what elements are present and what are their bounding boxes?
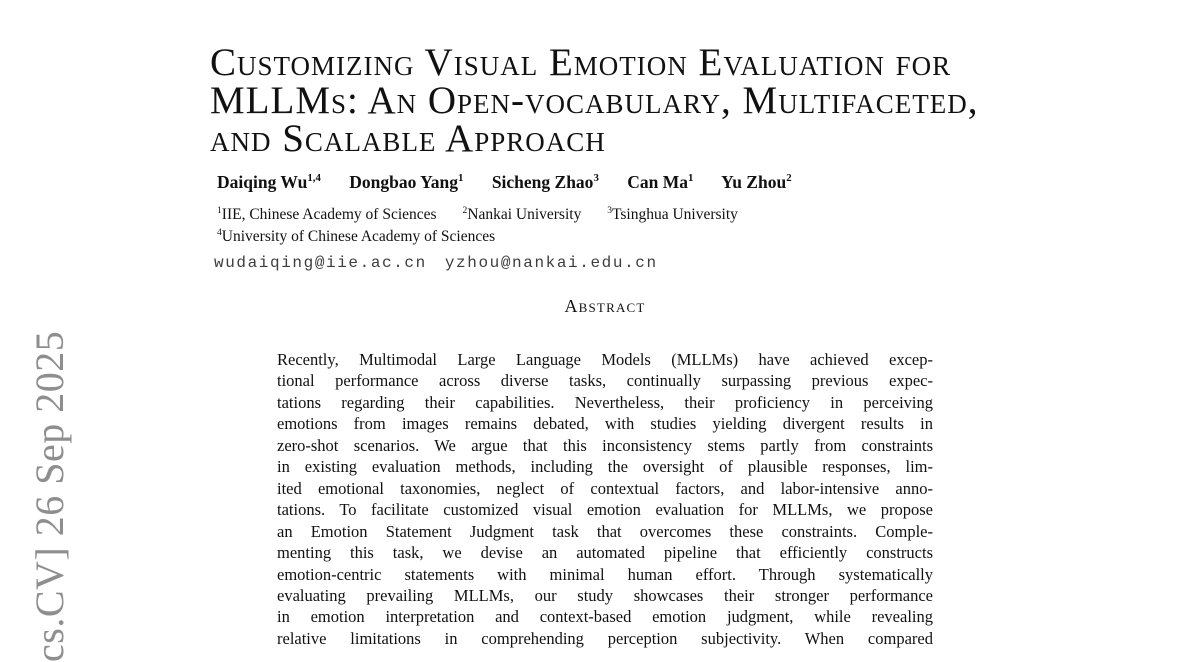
abstract-line: emotion-centric statements with minimal human effort. Through systematically [277,564,933,584]
author-name: Can Ma$^1$ [627,172,694,192]
email-address: wudaiqing@iie.ac.cn [214,254,427,272]
paper-title-line-1: Customizing Visual Emotion Evaluation for [210,41,952,84]
abstract-line: tations regarding their capabilities. Nevertheless, their proficiency in perceiving [277,392,933,412]
affiliation-list [217,204,760,248]
abstract-line: an Emotion Statement Judgment task that overcomes these constraints. Comple- [277,521,933,541]
author-affiliation-marker: 3 [593,172,599,185]
abstract-line: emotions from images remains debated, with studies yielding divergent results in [277,414,933,434]
affiliation: $^2$Nankai University [462,204,582,223]
contact-emails [214,254,658,272]
author-name: Daiqing Wu$^{1,4}$ [217,172,321,192]
abstract-line: tional performance across diverse tasks, continually surpassing previous expec- [277,371,933,391]
affiliation-line-1 [217,204,760,226]
abstract-line: tations. To facilitate customized visual emotion evaluation for MLLMs, we propose [277,500,933,520]
affiliation: $^3$Tsinghua University [607,204,738,223]
author-name: Yu Zhou$^2$ [721,172,792,192]
abstract-line: relative limitations in comprehending perception subjectivity. When compared [277,628,933,648]
abstract-line: evaluating prevailing MLLMs, our study showcases their stronger performance [277,585,933,605]
author-affiliation-marker: 1,4 [307,172,321,185]
author-list [217,172,816,193]
author-affiliation-marker: 1 [688,172,694,185]
abstract-line: zero-shot scenarios. We argue that this inconsistency stems partly from constraints [277,435,933,455]
author-name: Sicheng Zhao$^3$ [491,172,599,192]
author-name: Dongbao Yang$^1$ [349,172,464,192]
abstract-line: in emotion interpretation and context-based emotion judgment, while revealing [277,607,933,627]
abstract-heading: Abstract [564,296,646,316]
abstract-line: in existing evaluation methods, including the oversight of plausible responses, lim- [277,457,933,477]
paper-title-line-2: MLLMs: An Open-vocabulary, Multifaceted, [210,79,979,122]
abstract-line: Recently, Multimodal Large Language Models (MLLMs) have achieved excep- [277,350,933,369]
affiliation: $^1$IIE, Chinese Academy of Sciences [217,204,437,223]
paper-title [210,41,1010,160]
abstract-line: ited emotional taxonomies, neglect of contextual factors, and labor-intensive anno- [277,478,933,498]
affiliation: $^4$University of Chinese Academy of Sciences [217,226,496,245]
paper-title-line-3: and Scalable Approach [210,117,606,160]
affiliation-line-2 [217,226,760,248]
author-affiliation-marker: 2 [786,172,792,185]
author-affiliation-marker: 1 [458,172,464,185]
email-address: yzhou@nankai.edu.cn [444,254,658,272]
abstract-line: menting this task, we devise an automated pipeline that efficiently constructs [277,543,933,563]
abstract-text [277,349,933,649]
arxiv-watermark: cs.CV] 26 Sep 2025 [27,330,72,662]
